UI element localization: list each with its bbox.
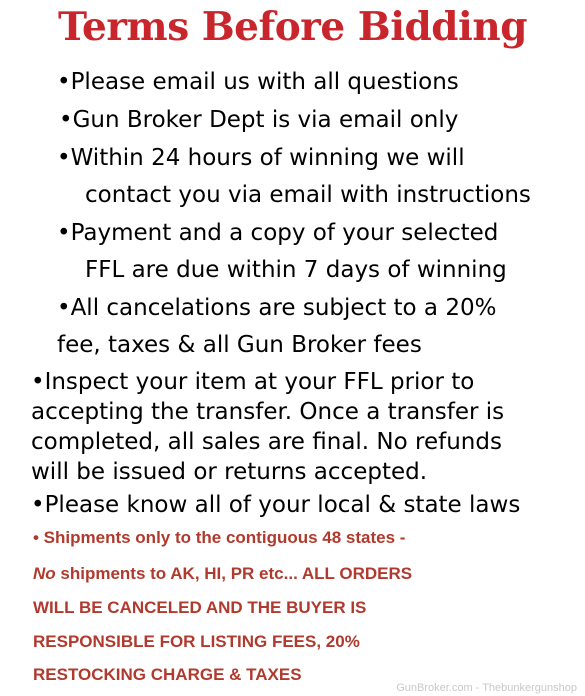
term-line-returns: will be issued or returns accepted.	[31, 459, 428, 485]
term-line-cancelations: •All cancelations are subject to a 20%	[57, 295, 497, 321]
term-line-24-hours: •Within 24 hours of winning we will	[57, 145, 465, 171]
term-line-email-questions: •Please email us with all questions	[57, 69, 459, 95]
shipping-no-shipments-rest: shipments to AK, HI, PR etc... ALL ORDERS	[55, 564, 413, 583]
term-line-email-only: •Gun Broker Dept is via email only	[59, 107, 459, 133]
term-line-payment-ffl: •Payment and a copy of your selected	[57, 220, 499, 246]
shipping-line-canceled: WILL BE CANCELED AND THE BUYER IS	[33, 598, 367, 617]
shipping-no-emphasis: No	[33, 564, 56, 583]
term-line-7-days: FFL are due within 7 days of winning	[85, 257, 507, 283]
watermark: GunBroker.com - Thebunkergunshop	[396, 682, 577, 694]
term-line-fees: fee, taxes & all Gun Broker fees	[57, 332, 422, 358]
term-line-laws: •Please know all of your local & state laws	[31, 492, 521, 518]
term-line-contact-email: contact you via email with instructions	[85, 182, 531, 208]
shipping-line-contiguous: • Shipments only to the contiguous 48 states -	[33, 528, 406, 547]
term-line-accepting-transfer: accepting the transfer. Once a transfer is	[31, 399, 505, 425]
shipping-line-restocking: RESTOCKING CHARGE & TAXES	[33, 665, 302, 684]
shipping-line-listing-fees: RESPONSIBLE FOR LISTING FEES, 20%	[33, 632, 360, 651]
term-line-sales-final: completed, all sales are final. No refunds	[31, 429, 502, 455]
shipping-line-no-shipments	[33, 564, 412, 584]
term-line-inspect-item: •Inspect your item at your FFL prior to	[31, 369, 475, 395]
page-title: Terms Before Bidding	[58, 4, 527, 50]
